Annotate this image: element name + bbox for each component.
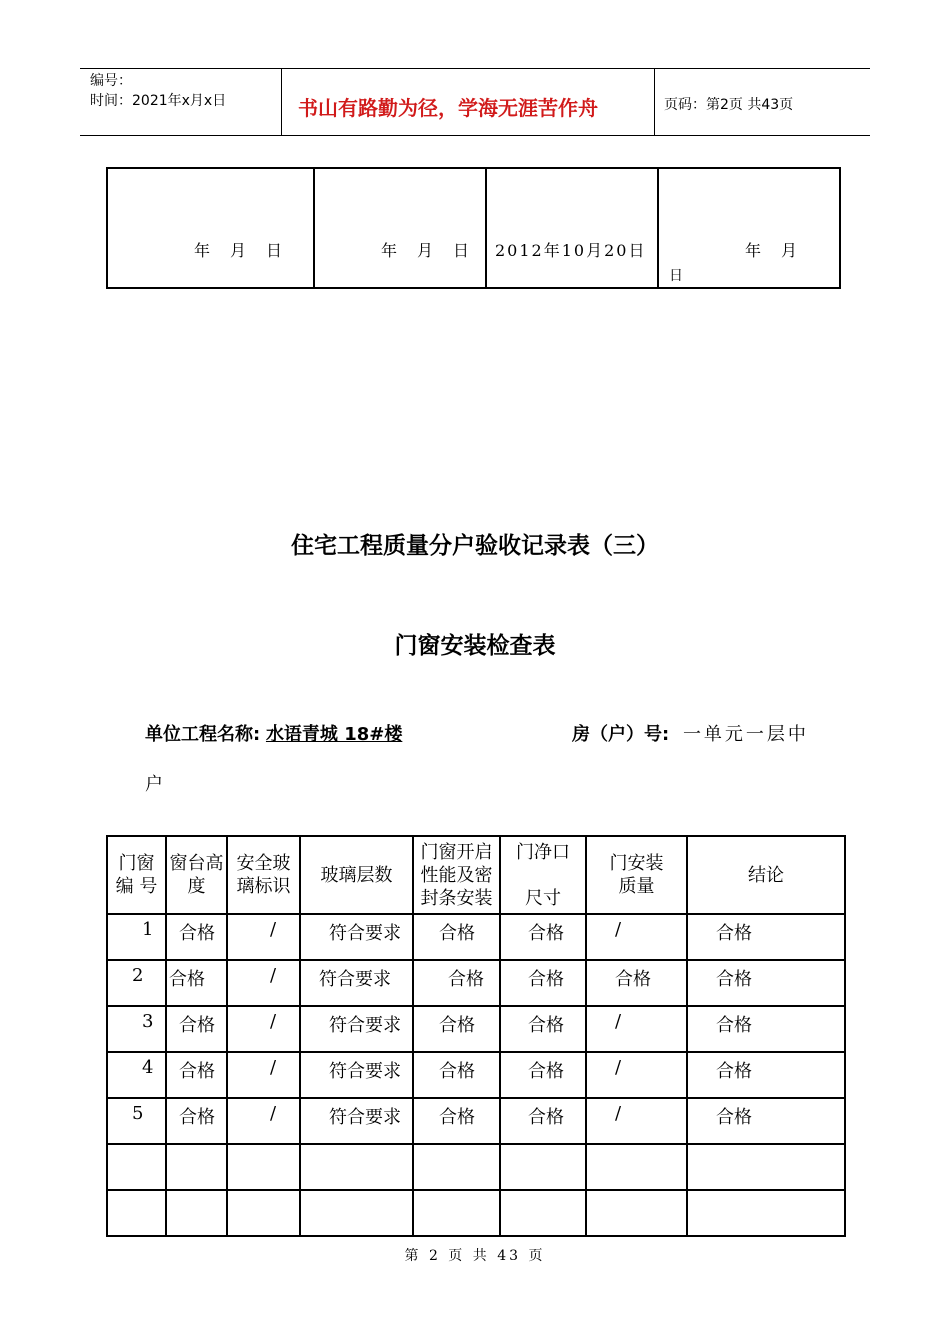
document-subtitle: 门窗安装检查表: [394, 633, 556, 659]
signature-cell: [658, 168, 840, 288]
header-text: 门窗: [118, 853, 155, 874]
cell-value: /: [270, 1011, 277, 1032]
cell-value: 符合要求: [329, 1107, 401, 1128]
table-cell: [227, 1098, 300, 1144]
project-name-line: [145, 720, 402, 746]
table-cell: [166, 1144, 227, 1190]
header-top-rule: [80, 68, 870, 69]
cell-value: 合格: [169, 969, 205, 990]
signature-cell: [486, 168, 658, 288]
table-cell: [413, 1006, 500, 1052]
cell-value: 合格: [179, 1061, 215, 1082]
header-cell-door-install-quality: [586, 836, 687, 914]
table-cell: [586, 1190, 687, 1236]
table-cell: [107, 914, 166, 960]
header-time-label: 时间：2021年x月x日: [90, 93, 227, 109]
header-cell-glass-layers: [300, 836, 413, 914]
room-line: [572, 720, 809, 746]
room-value-cont: 户: [145, 774, 163, 795]
table-cell: [413, 1098, 500, 1144]
header-text: 封条安装: [420, 887, 493, 909]
table-row: [107, 1006, 845, 1052]
cell-value: /: [270, 965, 277, 986]
table-cell: [166, 1098, 227, 1144]
header-text: 窗台高: [169, 853, 224, 874]
header-page-info: 页码：第2页 共43页: [664, 97, 794, 113]
cell-value: 4: [142, 1057, 154, 1078]
table-cell: [300, 1190, 413, 1236]
cell-value: 合格: [448, 969, 484, 990]
cell-value: 1: [142, 919, 154, 940]
cell-value: 2: [132, 965, 144, 986]
table-cell: [107, 960, 166, 1006]
cell-value: 合格: [716, 1015, 752, 1036]
header-motto: 书山有路勤为径，学海无涯苦作舟: [298, 96, 598, 120]
header-text: 门安装: [609, 853, 664, 874]
header-text: [501, 864, 585, 887]
table-row: [107, 960, 845, 1006]
table-cell: [413, 960, 500, 1006]
header-bottom-rule: [80, 135, 870, 136]
header-divider: [281, 68, 282, 136]
table-cell: [227, 914, 300, 960]
cell-value: 合格: [179, 923, 215, 944]
signature-table: [106, 167, 841, 289]
table-cell: [500, 1052, 586, 1098]
table-cell: [586, 1052, 687, 1098]
cell-value: 合格: [716, 923, 752, 944]
cell-value: 3: [142, 1011, 154, 1032]
header-text: 度: [187, 876, 206, 897]
signature-date-day: 日: [669, 268, 685, 284]
header-text: 尺寸: [525, 887, 561, 909]
cell-value: 合格: [439, 1107, 475, 1128]
signature-date: 年 月: [745, 241, 800, 260]
table-cell: [500, 960, 586, 1006]
room-label: 房（户）号:: [572, 724, 670, 745]
cell-value: 符合要求: [329, 923, 401, 944]
table-cell: [500, 1190, 586, 1236]
signature-cell: [107, 168, 314, 288]
table-cell: [107, 1144, 166, 1190]
cell-value: 合格: [439, 1061, 475, 1082]
cell-value: 合格: [615, 969, 651, 990]
document-title: 住宅工程质量分户验收记录表（三）: [291, 533, 659, 559]
cell-value: /: [270, 1057, 277, 1078]
table-cell: [687, 1190, 845, 1236]
page-footer: 第 2 页 共 43 页: [404, 1248, 546, 1264]
cell-value: 合格: [528, 1015, 564, 1036]
header-cell-door-opening-size: [500, 836, 586, 914]
table-cell: [687, 1006, 845, 1052]
cell-value: /: [615, 1103, 622, 1124]
table-cell: [166, 960, 227, 1006]
cell-value: /: [615, 1057, 622, 1078]
table-row: [107, 1098, 845, 1144]
cell-value: 合格: [439, 923, 475, 944]
table-cell: [687, 1144, 845, 1190]
signature-cell: [314, 168, 486, 288]
header-cell-conclusion: [687, 836, 845, 914]
project-value: 水语青城 18#楼: [265, 724, 403, 745]
table-cell: [586, 1098, 687, 1144]
project-label: 单位工程名称:: [145, 724, 261, 745]
table-cell: [586, 914, 687, 960]
cell-value: 合格: [528, 923, 564, 944]
table-cell: [300, 1144, 413, 1190]
header-text: 结论: [748, 864, 784, 886]
table-cell: [107, 1006, 166, 1052]
table-row: [107, 1190, 845, 1236]
signature-date: 年 月 日: [381, 241, 472, 260]
table-cell: [227, 1052, 300, 1098]
table-row: [107, 1144, 845, 1190]
table-cell: [166, 1190, 227, 1236]
cell-value: 合格: [716, 1061, 752, 1082]
table-cell: [166, 1052, 227, 1098]
table-cell: [687, 1098, 845, 1144]
cell-value: 合格: [528, 1107, 564, 1128]
table-cell: [166, 914, 227, 960]
header-code-label: 编号：: [90, 73, 132, 89]
table-cell: [227, 1006, 300, 1052]
table-cell: [500, 1144, 586, 1190]
cell-value: 符合要求: [329, 1015, 401, 1036]
table-cell: [413, 1052, 500, 1098]
header-text: 质量: [618, 876, 655, 897]
header-text: 编 号: [115, 876, 158, 897]
inspection-table: [106, 835, 846, 1237]
table-cell: [300, 914, 413, 960]
table-header-row: [107, 836, 845, 914]
table-cell: [687, 1052, 845, 1098]
cell-value: 合格: [528, 969, 564, 990]
table-cell: [227, 1190, 300, 1236]
table-cell: [500, 1098, 586, 1144]
table-cell: [300, 1098, 413, 1144]
table-cell: [300, 960, 413, 1006]
header-cell-sill-height: [166, 836, 227, 914]
cell-value: 合格: [528, 1061, 564, 1082]
table-cell: [300, 1006, 413, 1052]
header-divider: [654, 68, 655, 136]
table-row: [107, 914, 845, 960]
table-cell: [500, 914, 586, 960]
header-cell-opening-seal: [413, 836, 500, 914]
header-text: 性能及密: [420, 864, 493, 886]
table-cell: [227, 1144, 300, 1190]
table-cell: [413, 1144, 500, 1190]
cell-value: /: [270, 1103, 277, 1124]
cell-value: 5: [132, 1103, 144, 1124]
table-cell: [500, 1006, 586, 1052]
signature-date: 年 月 日: [194, 241, 285, 260]
header-cell-door-window-no: [107, 836, 166, 914]
header-text: 玻璃层数: [320, 864, 393, 886]
table-cell: [227, 960, 300, 1006]
cell-value: 合格: [179, 1015, 215, 1036]
table-cell: [586, 1144, 687, 1190]
cell-value: 合格: [439, 1015, 475, 1036]
table-cell: [166, 1006, 227, 1052]
signature-date: 2012年10月20日: [495, 241, 647, 260]
table-cell: [586, 1006, 687, 1052]
header-text: 璃标识: [236, 876, 291, 897]
header-text: 安全玻: [236, 853, 291, 874]
cell-value: 合格: [716, 1107, 752, 1128]
table-cell: [687, 914, 845, 960]
table-cell: [107, 1190, 166, 1236]
table-cell: [107, 1052, 166, 1098]
table-cell: [413, 914, 500, 960]
cell-value: 符合要求: [319, 969, 391, 990]
table-cell: [107, 1098, 166, 1144]
table-cell: [687, 960, 845, 1006]
room-value: 一单元一层中: [682, 724, 809, 745]
table-cell: [300, 1052, 413, 1098]
header-text: 门窗开启: [420, 841, 493, 863]
table-cell: [586, 960, 687, 1006]
cell-value: /: [615, 919, 622, 940]
cell-value: /: [270, 919, 277, 940]
cell-value: 合格: [179, 1107, 215, 1128]
header-cell-safety-glass: [227, 836, 300, 914]
table-cell: [413, 1190, 500, 1236]
table-row: [107, 1052, 845, 1098]
cell-value: 合格: [716, 969, 752, 990]
cell-value: 符合要求: [329, 1061, 401, 1082]
cell-value: /: [615, 1011, 622, 1032]
header-text: 门净口: [516, 841, 570, 863]
